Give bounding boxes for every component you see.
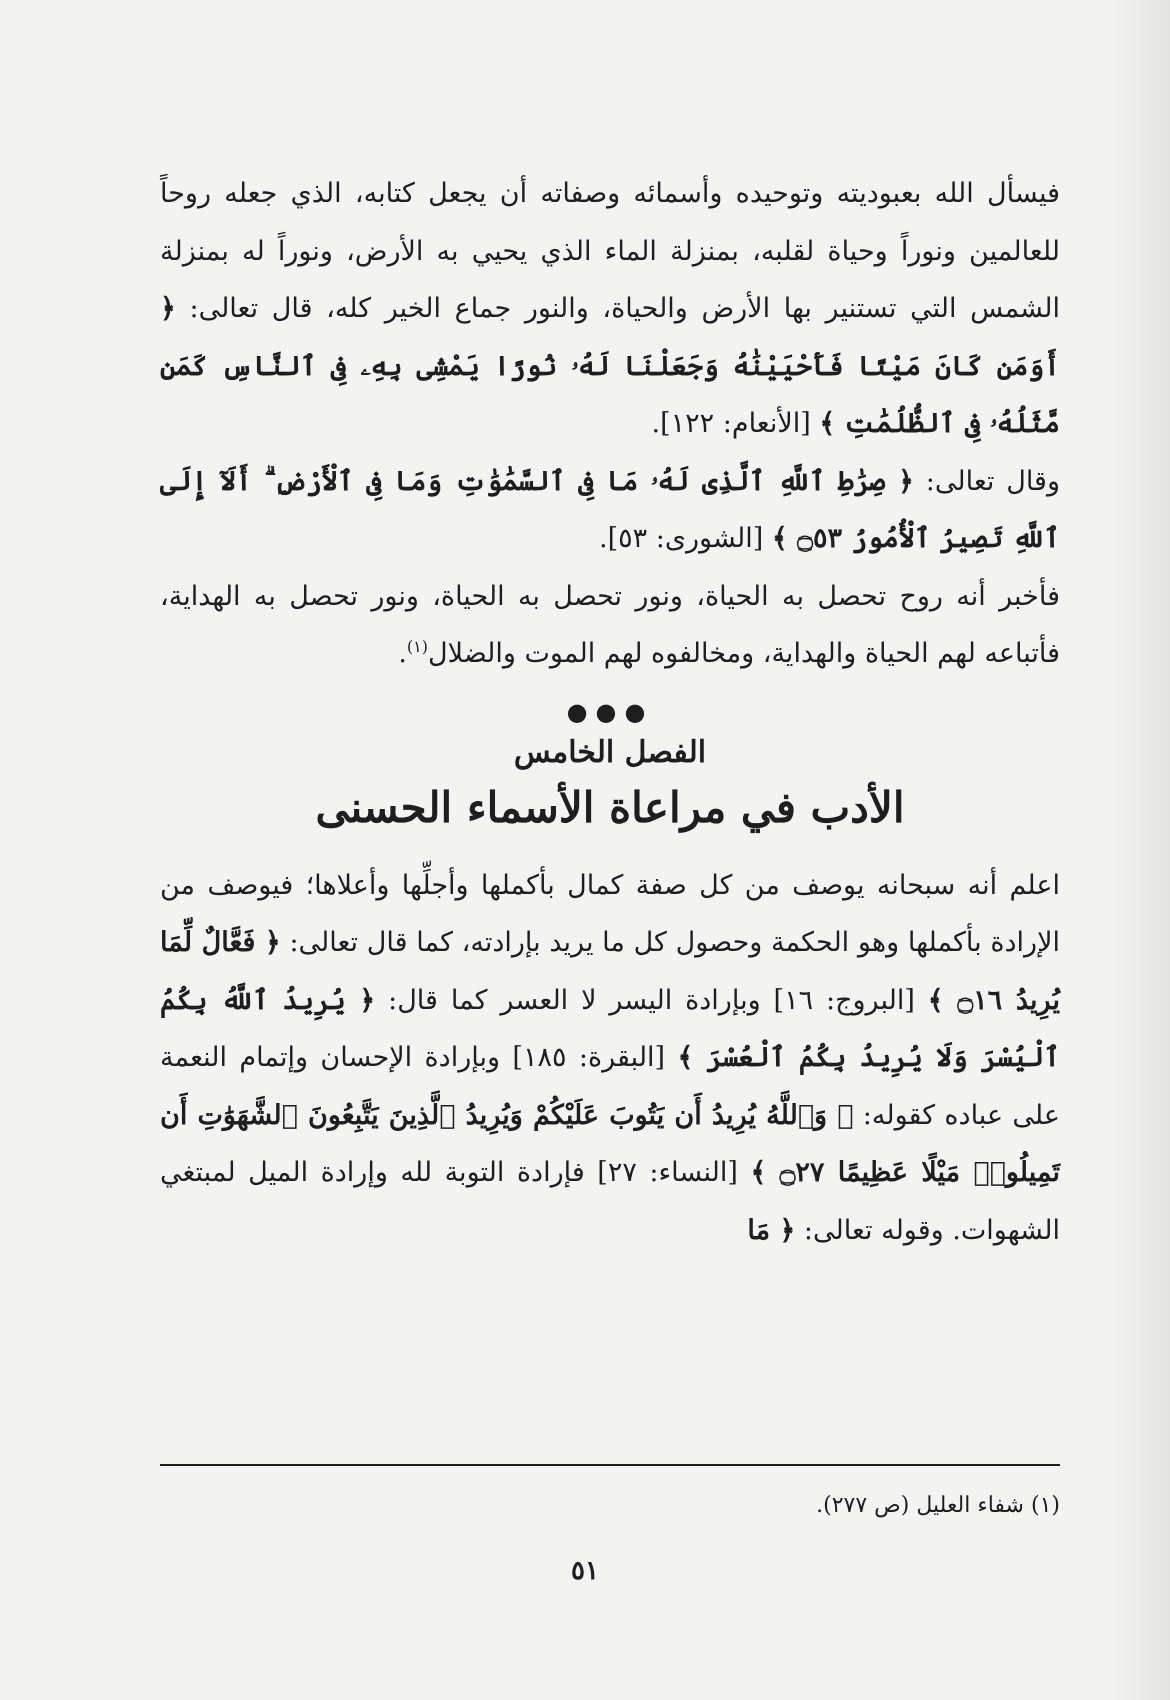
section-separator: ●●●	[566, 697, 654, 726]
footnote-marker: (١)	[1030, 1493, 1060, 1518]
p4-quran-verse-3: ﴿ وَٱللَّهُ يُرِيدُ أَن يَتُوبَ عَلَيْكُمْ وَيُرِيدُ ٱلَّذِينَ يَتَّبِعُونَ ٱلشَّهَوَٰتِ أَن تَمِيلُوا۟ مَيْلًا عَظِيمًا ۝٢٧ ﴾	[160, 1099, 1060, 1188]
p4-reference-1: [البروج: ١٦]	[773, 984, 915, 1016]
p4-text-d: فإرادة التوبة لله وإرادة الميل لمبتغي الشهوات. وقوله تعالى:	[160, 1157, 1060, 1246]
footnote-text: شفاء العليل (ص ٢٧٧).	[816, 1493, 1024, 1518]
p4-reference-2: [البقرة: ١٨٥]	[512, 1042, 666, 1073]
page-number: ٥١	[571, 1556, 599, 1586]
page-body	[160, 165, 1060, 1259]
intro-text	[160, 165, 1060, 683]
p3-text: فأخبر أنه روح تحصل به الحياة، ونور تحصل به الحياة، ونور تحصل به الهداية، فأتباعه لهم الحياة والهداية، ومخالفوه لهم الموت والضلال	[160, 580, 1060, 669]
paragraph-3	[160, 568, 1060, 683]
p1-text: فيسأل الله بعبوديته وتوحيده وأسمائه وصفاته أن يجعل كتابه، الذي جعله روحاً للعالمين ونوراً وحياة لقلبه، بمنزلة الماء الذي يحيي به الأرض، ونوراً له بمنزلة الشمس التي تستنير بها الأرض والحياة، والنور جماع الخير كله، قال تعالى:	[160, 178, 1060, 324]
footnote-divider	[160, 1464, 1060, 1466]
paragraph-2	[160, 453, 1060, 568]
main-text	[160, 857, 1060, 1260]
p4-quran-verse-4: ﴿ مَا	[747, 1214, 796, 1246]
p4-text-a: اعلم أنه سبحانه يوصف من كل صفة كمال بأكملها وأجلِّها وأعلاها؛ فيوصف من الإرادة بأكملها وهو الحكمة وحصول كل ما يريد بإرادته، كما قال تعالى:	[160, 869, 1060, 958]
page-edge-shadow	[1110, 0, 1170, 1700]
p4-quran-verse-1: ﴿ فَعَّالٌ لِّمَا يُرِيدُ ۝١٦ ﴾	[160, 927, 1060, 1016]
p4-quran-verse-2: ﴿ يُرِيدُ ٱللَّهُ بِكُمُ ٱلْيُسْرَ وَلَا يُرِيدُ بِكُمُ ٱلْعُسْرَ ﴾	[160, 984, 1060, 1073]
p4-text-c: وبإرادة الإحسان وإتمام النعمة على عباده كقوله:	[160, 1042, 1060, 1131]
chapter-label: الفصل الخامس	[513, 734, 707, 770]
p3-end: .	[398, 638, 407, 669]
p2-quran-verse: ﴿ صِرَٰطِ ٱللَّهِ ٱلَّذِى لَهُۥ مَا فِى ٱلسَّمَٰوَٰتِ وَمَا فِى ٱلْأَرْضِ ۗ أَلَآ إِلَى ٱللَّهِ تَصِيرُ ٱلْأُمُورُ ۝٥٣ ﴾	[160, 465, 1060, 554]
p4-reference-3: [النساء: ٢٧]	[597, 1157, 738, 1188]
p1-quran-verse: ﴿ أَوَمَن كَانَ مَيْتًا فَأَحْيَيْنَٰهُ وَجَعَلْنَا لَهُۥ نُورًا يَمْشِى بِهِۦ فِى ٱلنَّاسِ كَمَن مَّثَلُهُۥ فِى ٱلظُّلُمَٰتِ ﴾	[160, 293, 1060, 439]
p1-reference: [الأنعام: ١٢٢].	[651, 408, 811, 439]
p4-text-b: وبإرادة اليسر لا العسر كما قال:	[388, 984, 761, 1016]
footnote-ref-1[interactable]: (١)	[406, 637, 429, 656]
footnote-1	[160, 1490, 1060, 1522]
p2-reference: [الشورى: ٥٣].	[599, 523, 764, 554]
paragraph-4	[160, 857, 1060, 1260]
p2-text: وقال تعالى:	[925, 465, 1060, 497]
chapter-title: الأدب في مراعاة الأسماء الحسنى	[315, 782, 905, 832]
paragraph-1	[160, 165, 1060, 453]
